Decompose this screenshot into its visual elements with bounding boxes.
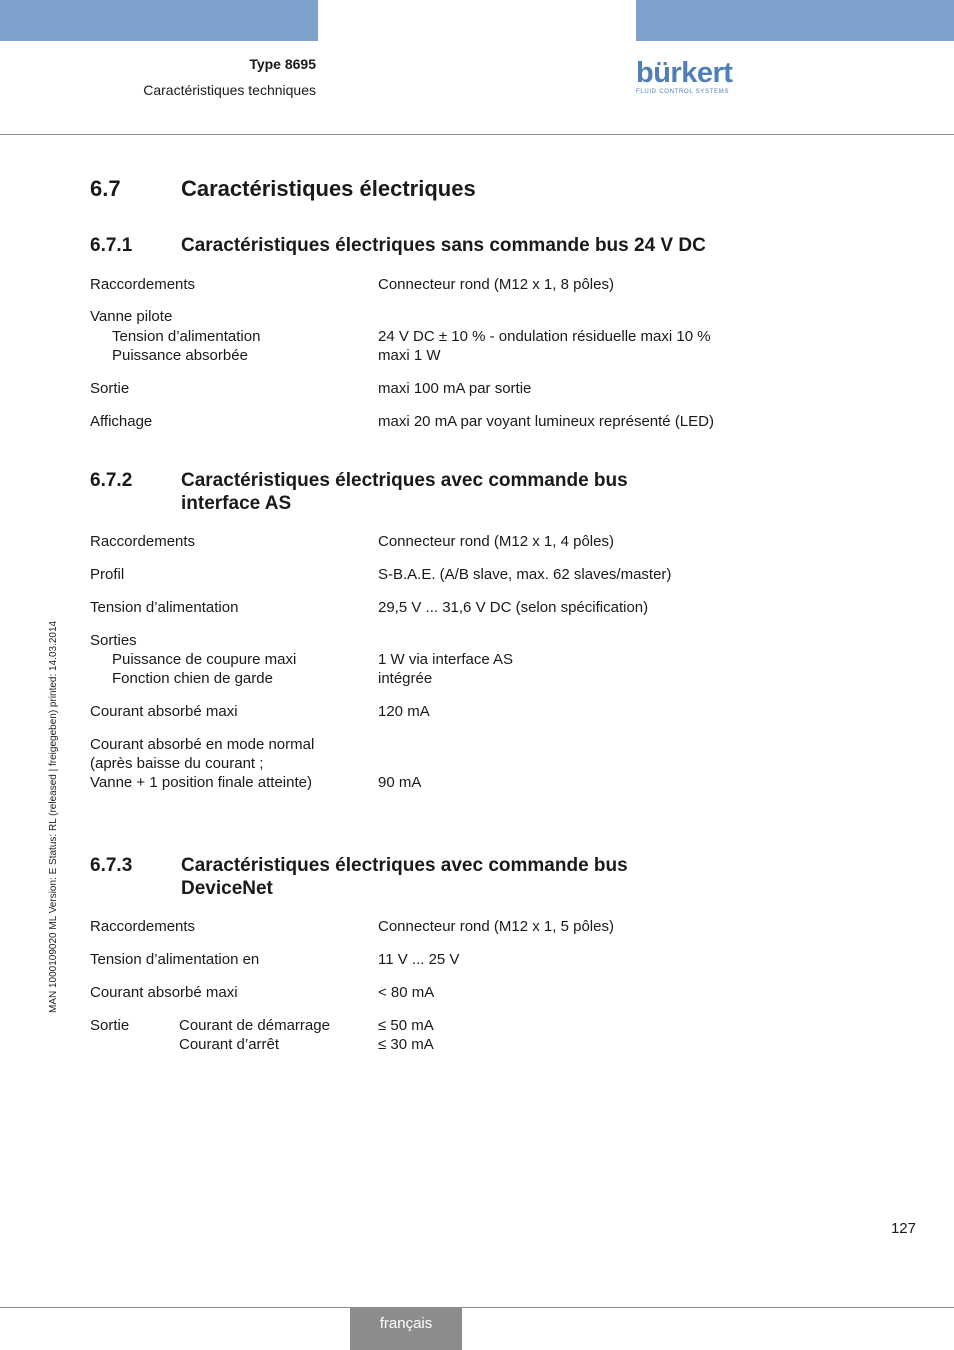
subsection-title-line: Caractéristiques électriques avec commande bus (181, 855, 628, 876)
header-divider (0, 134, 954, 135)
subsection-title-line: Caractéristiques électriques avec commande bus (181, 470, 628, 491)
spec-label: Vanne pilote (90, 308, 173, 325)
spec-label: Tension d’alimentation (90, 599, 239, 616)
spec-value: intégrée (378, 670, 433, 687)
spec-value: 90 mA (378, 774, 422, 791)
spec-label: Raccordements (90, 533, 196, 550)
spec-sublabel: Fonction chien de garde (112, 670, 273, 687)
spec-label: Affichage (90, 413, 153, 430)
spec-value: Connecteur rond (M12 x 1, 4 pôles) (378, 533, 614, 550)
subsection-number: 6.7.3 (90, 855, 133, 876)
spec-value: 1 W via interface AS (378, 651, 514, 668)
spec-value: 24 V DC ± 10 % - ondulation résiduelle maxi 10 % (378, 328, 711, 345)
logo-tagline: FLUID CONTROL SYSTEMS (636, 89, 730, 95)
spec-label: Raccordements (90, 918, 196, 935)
spec-value: Connecteur rond (M12 x 1, 5 pôles) (378, 918, 614, 935)
spec-label: Vanne + 1 position finale atteinte) (90, 774, 312, 791)
spec-value: maxi 20 mA par voyant lumineux représenté (LED) (378, 413, 714, 430)
spec-value: maxi 1 W (378, 347, 441, 364)
subsection-title (181, 854, 628, 900)
spec-sublabel: Courant d’arrêt (179, 1036, 280, 1053)
section-number: 6.7 (90, 176, 121, 201)
spec-sublabel: Tension d’alimentation (112, 328, 261, 345)
spec-sublabel: Courant de démarrage (179, 1017, 330, 1034)
spec-sublabel: Puissance absorbée (112, 347, 248, 364)
subsection-number: 6.7.2 (90, 470, 133, 491)
header-band-left (0, 0, 318, 41)
subsection-title (181, 469, 628, 515)
spec-value: 11 V ... 25 V (378, 951, 460, 968)
spec-value: ≤ 30 mA (378, 1036, 434, 1053)
spec-label: Sortie (90, 380, 130, 397)
spec-value: 29,5 V ... 31,6 V DC (selon spécification) (378, 599, 649, 616)
subsection-title: Caractéristiques électriques sans commande bus 24 V DC (181, 235, 706, 256)
logo-word: bürkert (636, 57, 733, 89)
doc-section: Caractéristiques techniques (143, 82, 316, 98)
spec-label: Courant absorbé maxi (90, 984, 238, 1001)
spec-label: Sorties (90, 632, 137, 649)
page-number: 127 (890, 1220, 916, 1237)
spec-label: (après baisse du courant ; (90, 755, 264, 772)
subsection-title-line: interface AS (181, 493, 292, 514)
spec-label: Profil (90, 566, 125, 583)
footer-divider (0, 1307, 954, 1308)
spec-value: 120 mA (378, 703, 430, 720)
language-tab: français (350, 1308, 462, 1350)
spec-label: Courant absorbé maxi (90, 703, 238, 720)
spec-sublabel: Puissance de coupure maxi (112, 651, 297, 668)
spec-value: Connecteur rond (M12 x 1, 8 pôles) (378, 276, 614, 293)
spec-label: Tension d’alimentation en (90, 951, 260, 968)
doc-type: Type 8695 (249, 56, 316, 72)
spec-value: ≤ 50 mA (378, 1017, 434, 1034)
spec-label: Sortie (90, 1017, 130, 1034)
burkert-logo (636, 58, 736, 95)
subsection-number: 6.7.1 (90, 235, 133, 256)
section-title: Caractéristiques électriques (181, 176, 476, 201)
subsection-title-line: DeviceNet (181, 878, 273, 899)
spec-label: Raccordements (90, 276, 196, 293)
spec-label: Courant absorbé en mode normal (90, 736, 315, 753)
spec-value: maxi 100 mA par sortie (378, 380, 532, 397)
spec-value: S-B.A.E. (A/B slave, max. 62 slaves/master) (378, 566, 672, 583)
side-document-info: MAN 1000109020 ML Version: E Status: RL (released | freigegeben) printed: 14.03.2014 (48, 620, 59, 1013)
header-band-right (636, 0, 954, 41)
spec-value: < 80 mA (378, 984, 435, 1001)
